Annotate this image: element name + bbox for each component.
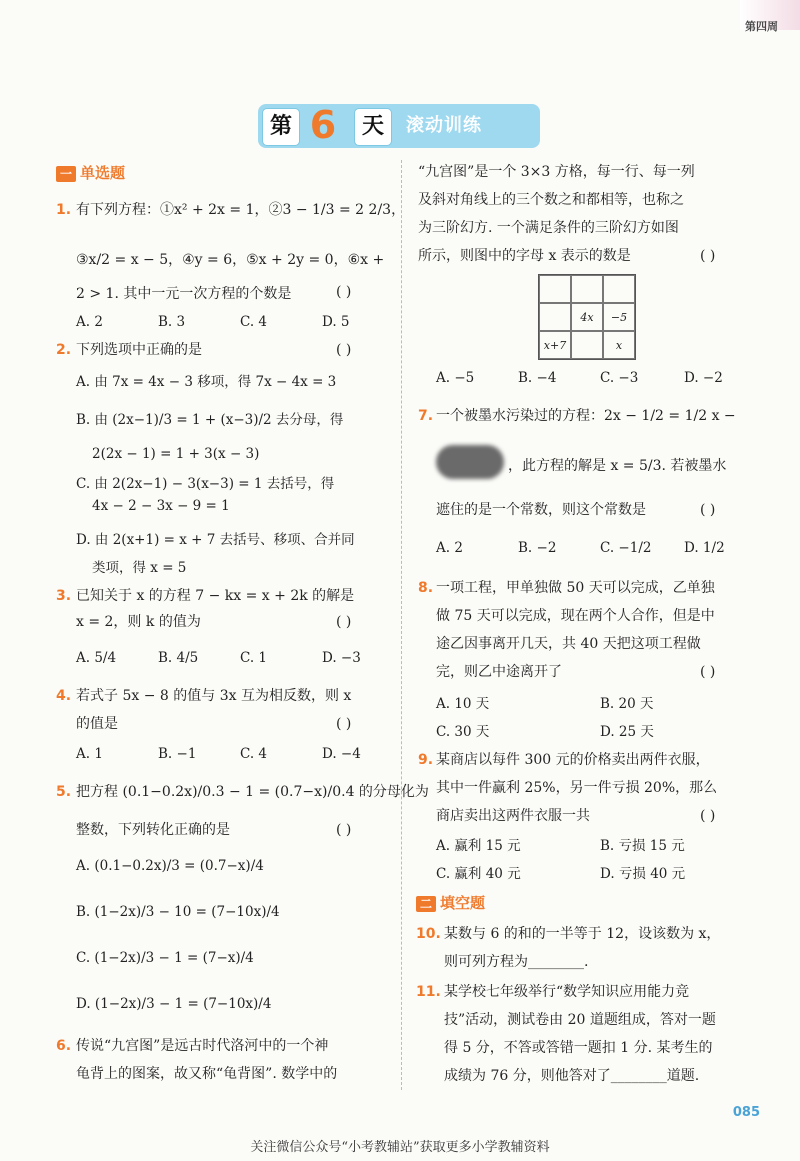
q10-blank[interactable]: 则可列方程为________. (444, 954, 589, 970)
q8-option-d[interactable]: D. 25 天 (600, 724, 654, 740)
q9-answer-paren[interactable]: ( ) (700, 808, 716, 824)
q9-line: 其中一件赢利 25%，另一件亏损 20%，那么 (436, 780, 718, 796)
q8-answer-paren[interactable]: ( ) (700, 664, 716, 680)
q2-option-c-cont: 4x − 2 − 3x − 9 = 1 (92, 498, 230, 514)
q6-number: 6. (56, 1038, 72, 1054)
q3-answer-paren[interactable]: ( ) (336, 614, 352, 630)
q2-option-d-cont: 类项，得 x = 5 (92, 560, 187, 576)
q8-number: 8. (418, 580, 434, 596)
grid-cell: 4x (571, 303, 603, 331)
banner-tian: 天 (354, 108, 392, 146)
section-mark: 一 (56, 166, 76, 182)
q1-option-c[interactable]: C. 4 (240, 314, 268, 330)
q7-option-a[interactable]: A. 2 (436, 540, 463, 556)
q6-answer-paren[interactable]: ( ) (700, 248, 716, 264)
q7-option-b[interactable]: B. −2 (518, 540, 557, 556)
grid-cell: x (603, 331, 635, 359)
q3-option-a[interactable]: A. 5/4 (76, 650, 117, 666)
q6-option-c[interactable]: C. −3 (600, 370, 639, 386)
q2-line: 下列选项中正确的是 (76, 342, 202, 358)
q3-number: 3. (56, 588, 72, 604)
q8-line: 一项工程，甲单独做 50 天可以完成，乙单独 (436, 580, 715, 596)
q5-number: 5. (56, 784, 72, 800)
grid-cell (539, 275, 571, 303)
q9-line: 商店卖出这两件衣服一共 (436, 808, 590, 824)
section-mark: 二 (416, 896, 436, 912)
q3-line: x = 2，则 k 的值为 (76, 614, 201, 630)
q1-number: 1. (56, 202, 72, 218)
section-fill-blank (416, 892, 485, 913)
q4-line: 的值是 (76, 716, 118, 732)
q6-line: 传说“九宫图”是远古时代洛河中的一个神 (76, 1038, 329, 1054)
q3-option-d[interactable]: D. −3 (322, 650, 361, 666)
q4-option-b[interactable]: B. −1 (158, 746, 197, 762)
title-banner (258, 104, 540, 148)
q1-answer-paren[interactable]: ( ) (336, 284, 352, 300)
q3-line: 已知关于 x 的方程 7 − kx = x + 2k 的解是 (76, 588, 355, 604)
q8-option-b[interactable]: B. 20 天 (600, 696, 654, 712)
q5-line: 整数，下列转化正确的是 (76, 822, 230, 838)
grid-cell: −5 (603, 303, 635, 331)
q6-option-d[interactable]: D. −2 (684, 370, 723, 386)
q7-line: ，此方程的解是 x = 5/3. 若被墨水 (508, 458, 727, 474)
q7-line: 遮住的是一个常数，则这个常数是 (436, 502, 646, 518)
q7-number: 7. (418, 408, 434, 424)
q6-line: 为三阶幻方. 一个满足条件的三阶幻方如图 (418, 220, 679, 236)
q5-option-b[interactable]: B. (1−2x)/3 − 10 = (7−10x)/4 (76, 904, 280, 920)
q11-number: 11. (416, 984, 441, 1000)
q8-option-a[interactable]: A. 10 天 (436, 696, 490, 712)
q4-option-c[interactable]: C. 4 (240, 746, 268, 762)
q7-option-d[interactable]: D. 1/2 (684, 540, 725, 556)
q4-option-d[interactable]: D. −4 (322, 746, 361, 762)
week-label: 第四周 (745, 20, 778, 33)
page-number: 085 (732, 1105, 760, 1120)
q5-option-a[interactable]: A. (0.1−0.2x)/3 = (0.7−x)/4 (76, 858, 264, 874)
q6-line: “九宫图”是一个 3×3 方格，每一行、每一列 (418, 164, 695, 180)
q10-number: 10. (416, 926, 441, 942)
q4-number: 4. (56, 688, 72, 704)
q3-option-c[interactable]: C. 1 (240, 650, 268, 666)
column-divider (401, 160, 402, 1090)
q1-option-d[interactable]: D. 5 (322, 314, 350, 330)
grid-cell (603, 275, 635, 303)
grid-cell (571, 331, 603, 359)
q2-option-b[interactable]: B. 由 (2x−1)/3 = 1 + (x−3)/2 去分母，得 (76, 412, 344, 428)
q8-line: 做 75 天可以完成，现在两个人合作，但是中 (436, 608, 715, 624)
banner-day-number: 6 (309, 103, 337, 147)
q11-blank[interactable]: 成绩为 76 分，则他答对了________道题. (444, 1068, 700, 1084)
q1-line: 2 > 1. 其中一元一次方程的个数是 (76, 286, 292, 302)
q1-line: 有下列方程：①x² + 2x = 1，②3 − 1/3 = 2 2/3， (76, 202, 406, 218)
q2-option-c[interactable]: C. 由 2(2x−1) − 3(x−3) = 1 去括号，得 (76, 476, 335, 492)
q2-option-b-cont: 2(2x − 1) = 1 + 3(x − 3) (92, 446, 260, 462)
q8-option-c[interactable]: C. 30 天 (436, 724, 490, 740)
q9-option-a[interactable]: A. 赢利 15 元 (436, 838, 521, 854)
q4-line: 若式子 5x − 8 的值与 3x 互为相反数，则 x (76, 688, 352, 704)
q9-line: 某商店以每件 300 元的价格卖出两件衣服， (436, 752, 710, 768)
q5-answer-paren[interactable]: ( ) (336, 822, 352, 838)
section-single-choice (56, 162, 125, 183)
q4-option-a[interactable]: A. 1 (76, 746, 103, 762)
q7-line: 一个被墨水污染过的方程：2x − 1/2 = 1/2 x − (436, 408, 736, 424)
ink-blot (436, 445, 504, 479)
q9-number: 9. (418, 752, 434, 768)
q9-option-d[interactable]: D. 亏损 40 元 (600, 866, 686, 882)
q2-option-d[interactable]: D. 由 2(x+1) = x + 7 去括号、移项、合并同 (76, 532, 355, 548)
banner-di: 第 (262, 108, 300, 146)
q2-number: 2. (56, 342, 72, 358)
q3-option-b[interactable]: B. 4/5 (158, 650, 199, 666)
q2-option-a[interactable]: A. 由 7x = 4x − 3 移项，得 7x − 4x = 3 (76, 374, 337, 390)
q8-line: 途乙因事离开几天，共 40 天把这项工程做 (436, 636, 701, 652)
q6-option-a[interactable]: A. −5 (436, 370, 475, 386)
q1-option-a[interactable]: A. 2 (76, 314, 103, 330)
q11-line: 技”活动，测试卷由 20 道题组成，答对一题 (444, 1012, 716, 1028)
section-title: 填空题 (440, 894, 486, 912)
q11-line: 得 5 分，不答或答错一题扣 1 分. 某考生的 (444, 1040, 713, 1056)
q9-option-b[interactable]: B. 亏损 15 元 (600, 838, 685, 854)
q5-line: 把方程 (0.1−0.2x)/0.3 − 1 = (0.7−x)/0.4 的分母化为 (76, 784, 429, 800)
q1-line: ③x/2 = x − 5，④y = 6，⑤x + 2y = 0，⑥x + (76, 252, 385, 268)
q11-line: 某学校七年级举行“数学知识应用能力竞 (444, 984, 690, 1000)
q6-option-b[interactable]: B. −4 (518, 370, 557, 386)
q4-answer-paren[interactable]: ( ) (336, 716, 352, 732)
q7-option-c[interactable]: C. −1/2 (600, 540, 652, 556)
magic-square-grid (538, 274, 636, 360)
q9-option-c[interactable]: C. 赢利 40 元 (436, 866, 521, 882)
q8-line: 完，则乙中途离开了 (436, 664, 562, 680)
grid-cell: x+7 (539, 331, 571, 359)
grid-cell (539, 303, 571, 331)
q7-answer-paren[interactable]: ( ) (700, 502, 716, 518)
grid-cell (571, 275, 603, 303)
q2-answer-paren[interactable]: ( ) (336, 342, 352, 358)
q5-option-d[interactable]: D. (1−2x)/3 − 1 = (7−10x)/4 (76, 996, 272, 1012)
q6-line: 龟背上的图案，故又称“龟背图”. 数学中的 (76, 1066, 338, 1082)
q5-option-c[interactable]: C. (1−2x)/3 − 1 = (7−x)/4 (76, 950, 254, 966)
section-title: 单选题 (80, 164, 126, 182)
banner-title: 滚动训练 (406, 115, 482, 136)
q6-line: 所示，则图中的字母 x 表示的数是 (418, 248, 631, 264)
q10-line: 某数与 6 的和的一半等于 12，设该数为 x， (444, 926, 721, 942)
q6-line: 及斜对角线上的三个数之和都相等，也称之 (418, 192, 684, 208)
q1-option-b[interactable]: B. 3 (158, 314, 186, 330)
footer-note: 关注微信公众号“小考教辅站”获取更多小学教辅资料 (250, 1140, 550, 1155)
